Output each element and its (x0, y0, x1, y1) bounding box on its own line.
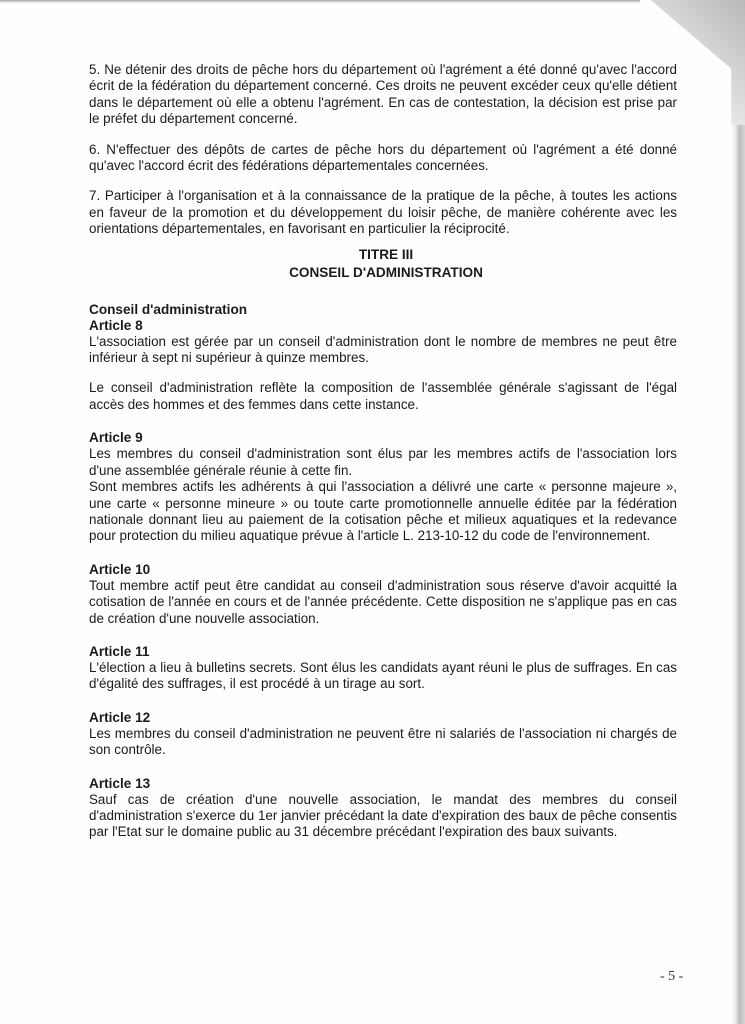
article-13-heading: Article 13 (89, 775, 151, 791)
list-item-7: 7. Participer à l'organisation et à la connaissance de la pratique de la pêche, à toutes les actions en faveur de la promotion et du développement du loisir pêche, de manière cohérente avec les orientations départementales, en favorisant en particulier la réciprocité. (89, 188, 677, 237)
article-12-heading: Article 12 (89, 709, 151, 725)
article-10-heading: Article 10 (89, 561, 151, 577)
page-top-edge-shadow (0, 0, 640, 4)
article-11-heading: Article 11 (89, 643, 150, 659)
title-line-1: TITRE III (358, 246, 414, 262)
article-9-heading: Article 9 (89, 430, 143, 446)
article-9-paragraph-1: Les membres du conseil d'administration sont élus par les membres actifs de l'association lors d'une assemblée générale réunie à cette fin. (89, 446, 677, 478)
article-13-paragraph-1: Sauf cas de création d'une nouvelle association, le mandat des membres du conseil d'administration s'exerce du 1er janvier précédant la date d'expiration des baux de pêche consentis par l'Etat sur le domaine public au 31 décembre précédant l'expiration des baux suivants. (89, 791, 677, 840)
section-heading: Conseil d'administration (89, 301, 248, 317)
page-number: - 5 - (660, 969, 684, 984)
page-right-edge-shadow (731, 115, 745, 1024)
article-8-heading: Article 8 (89, 317, 143, 333)
list-item-6: 6. N'effectuer des dépôts de cartes de pêche hors du département où l'agrément a été donné qu'avec l'accord écrit des fédérations départementales concernées. (89, 141, 677, 174)
document-body (89, 62, 677, 841)
article-10-paragraph-1: Tout membre actif peut être candidat au conseil d'administration sous réserve d'avoir acquitté la cotisation de l'année en cours et de l'année précédente. Cette disposition ne s'applique pas en cas de création d'une nouvelle association. (89, 577, 677, 626)
title-line-2: CONSEIL D'ADMINISTRATION (289, 264, 483, 280)
article-8-paragraph-1: L'association est gérée par un conseil d'administration dont le nombre de membres ne peut être inférieur à sept ni supérieur à quinze membres. (89, 333, 677, 366)
article-9-paragraph-2: Sont membres actifs les adhérents à qui l'association a délivré une carte « personne majeure », une carte « personne mineure » ou toute carte promotionnelle annuelle éditée par la fédération nationale donnant lieu au paiement de la cotisation pêche et milieux aquatiques et la redevance pour protection du milieu aquatique prévue à l'article L. 213-10-12 du code de l'environnement. (89, 479, 677, 544)
article-8-paragraph-2: Le conseil d'administration reflète la composition de l'assemblée générale s'agissant de l'égal accès des hommes et des femmes dans cette instance. (89, 380, 677, 412)
list-item-5: 5. Ne détenir des droits de pêche hors du département où l'agrément a été donné qu'avec l'accord écrit de la fédération du département concerné. Ces droits ne peuvent excéder ceux qu'elle détient dans le département où elle a obtenu l'agrément. En cas de contestation, la décision est prise par le préfet du département concerné. (89, 62, 677, 127)
article-11-paragraph-1: L'élection a lieu à bulletins secrets. Sont élus les candidats ayant réuni le plus de suffrages. En cas d'égalité des suffrages, il est procédé à un tirage au sort. (89, 659, 677, 692)
article-12-paragraph-1: Les membres du conseil d'administration ne peuvent être ni salariés de l'association ni chargés de son contrôle. (89, 725, 677, 758)
